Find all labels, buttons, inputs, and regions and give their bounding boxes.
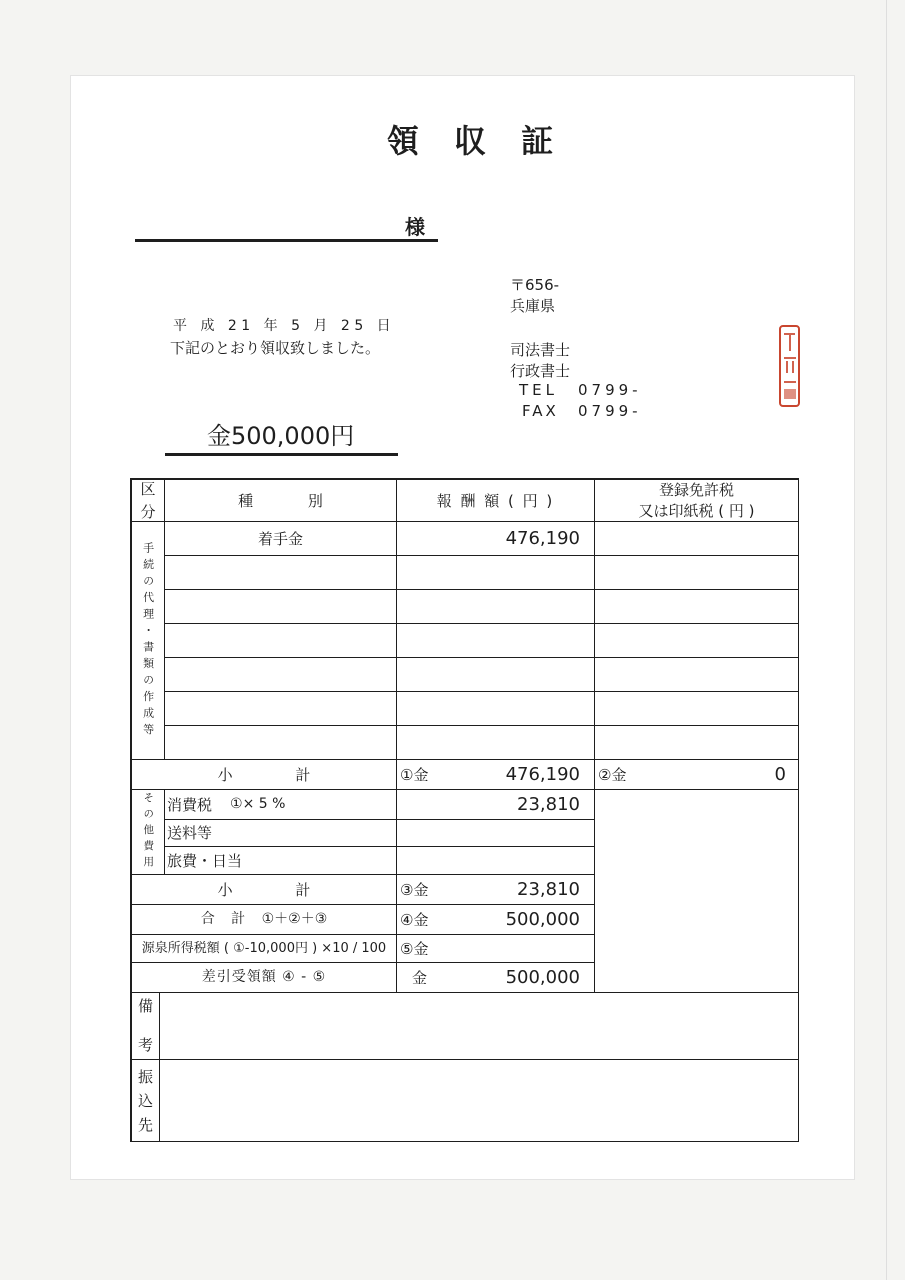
procedure-row-5-type-cell (165, 658, 397, 692)
other-row-1-type: 消費税 (167, 795, 213, 814)
issuer-tel-label: TEL (519, 381, 558, 399)
other-row-3-fee-cell (397, 847, 595, 875)
remarks-label-char-2: 考 (137, 1036, 153, 1054)
procedure-row-5-fee-cell (397, 658, 595, 692)
procedure-row-4-fee-cell (397, 624, 595, 658)
subtotal-1-label: 小 計 (217, 765, 311, 784)
seal-stroke (786, 361, 788, 373)
procedure-row-4-tax-cell (595, 624, 799, 658)
header-fee-label: 報 酬 額 ( 円 ) (436, 491, 555, 510)
total-fee-cell (397, 905, 595, 935)
subtotal-2-label: 小 計 (217, 880, 311, 899)
other-row-2-type-cell (165, 820, 397, 847)
received-amount: 金500,000円 (207, 422, 355, 450)
issuer-title-administrative-scrivener: 行政書士 (510, 362, 571, 380)
subtotal-1-fee-value: 476,190 (505, 763, 580, 785)
procedure-row-5-tax-cell (595, 658, 799, 692)
transfer-content-cell (160, 1060, 799, 1142)
header-type-cell (165, 480, 397, 522)
transfer-label-char-2: 込 (137, 1091, 153, 1110)
amount-underline (165, 453, 398, 456)
total-label-cell (132, 905, 397, 935)
subtotal-2-label-cell (132, 875, 397, 905)
header-category-char-2: 分 (140, 503, 156, 521)
issuer-tel-number: 0799- (578, 381, 642, 399)
remarks-content-cell (160, 993, 799, 1060)
issuer-postal-code: 〒656- (510, 276, 560, 294)
procedure-row-7-tax-cell (595, 726, 799, 760)
withholding-fee-cell (397, 935, 595, 963)
procedure-row-7-fee-cell (397, 726, 595, 760)
net-marker: 金 (412, 968, 428, 987)
procedure-row-1-fee: 476,190 (505, 527, 580, 549)
header-category-cell (132, 480, 165, 522)
procedure-row-2-tax-cell (595, 556, 799, 590)
addressee-honorific: 様 (405, 215, 425, 239)
net-label-cell (132, 963, 397, 993)
subtotal-1-tax-value: 0 (774, 763, 786, 785)
transfer-label-char-3: 先 (137, 1115, 153, 1134)
subtotal-1-fee-marker: ①金 (400, 765, 429, 784)
header-tax-label-line-1: 登録免許税 (658, 480, 734, 499)
subtotal-1-fee-cell (397, 760, 595, 790)
procedure-row-1-type-cell (165, 522, 397, 556)
remarks-label-char-1: 備 (137, 997, 153, 1015)
procedure-row-1-fee-cell (397, 522, 595, 556)
other-row-1-note: ①× 5 % (230, 796, 286, 813)
header-tax-label-line-2: 又は印紙税 ( 円 ) (638, 501, 755, 520)
scan-edge-line (886, 0, 887, 1280)
tax-blank-merged-cell (595, 790, 799, 993)
receipt-table (130, 478, 799, 1142)
header-category-char-1: 区 (140, 480, 156, 498)
net-label: 差引受領額 ④ - ⑤ (201, 969, 327, 986)
other-row-2-type: 送料等 (167, 824, 213, 842)
other-row-1-fee: 23,810 (517, 793, 580, 815)
procedure-row-3-tax-cell (595, 590, 799, 624)
procedure-row-3-type-cell (165, 590, 397, 624)
subtotal-2-marker: ③金 (400, 880, 429, 899)
procedure-section-label-cell (132, 522, 165, 760)
withholding-label: 源泉所得税額 ( ①-10,000円 ) ×10 / 100 (141, 940, 387, 956)
other-row-3-type: 旅費・日当 (167, 851, 243, 870)
subtotal-2-value: 23,810 (517, 878, 580, 900)
remarks-label-cell (132, 993, 160, 1060)
seal-stroke (784, 357, 796, 359)
withholding-label-cell (132, 935, 397, 963)
header-tax-cell (595, 480, 799, 522)
procedure-row-6-fee-cell (397, 692, 595, 726)
procedure-row-2-fee-cell (397, 556, 595, 590)
subtotal-2-fee-cell (397, 875, 595, 905)
issuer-fax-number: 0799- (578, 402, 642, 420)
procedure-row-1-type: 着手金 (257, 529, 303, 548)
header-type-label: 種 別 (238, 491, 323, 510)
procedure-row-4-type-cell (165, 624, 397, 658)
seal-stroke (789, 335, 791, 351)
seal-stroke (792, 361, 794, 373)
seal-stroke (784, 389, 796, 399)
other-section-label: その他費用 (142, 792, 155, 872)
receipt-date: 平 成 21 年 5 月 25 日 (173, 318, 396, 334)
issuer-title-judicial-scrivener: 司法書士 (510, 341, 571, 359)
procedure-section-label: 手続の代理・書類の作成等 (141, 541, 155, 740)
document-title: 領 収 証 (386, 122, 566, 160)
net-value: 500,000 (505, 966, 580, 988)
withholding-marker: ⑤金 (400, 939, 429, 958)
total-value: 500,000 (505, 908, 580, 930)
subtotal-1-label-cell (132, 760, 397, 790)
other-section-label-cell (132, 790, 165, 875)
transfer-label-cell (132, 1060, 160, 1142)
issuer-prefecture: 兵庫県 (510, 297, 556, 315)
receipt-statement: 下記のとおり領収致しました。 (170, 339, 381, 357)
procedure-row-3-fee-cell (397, 590, 595, 624)
total-label: 合 計 ①＋②＋③ (200, 911, 328, 928)
procedure-row-6-tax-cell (595, 692, 799, 726)
net-fee-cell (397, 963, 595, 993)
subtotal-1-tax-cell (595, 760, 799, 790)
seal-stamp (779, 325, 800, 407)
seal-stroke (784, 381, 796, 383)
procedure-row-2-type-cell (165, 556, 397, 590)
header-fee-cell (397, 480, 595, 522)
other-row-1-type-cell (165, 790, 397, 820)
other-row-3-type-cell (165, 847, 397, 875)
total-marker: ④金 (400, 910, 429, 929)
transfer-label-char-1: 振 (137, 1067, 153, 1086)
procedure-row-1-tax-cell (595, 522, 799, 556)
issuer-fax-label: FAX (522, 402, 559, 420)
other-row-1-fee-cell (397, 790, 595, 820)
addressee-underline (135, 239, 438, 242)
procedure-row-7-type-cell (165, 726, 397, 760)
other-row-2-fee-cell (397, 820, 595, 847)
procedure-row-6-type-cell (165, 692, 397, 726)
subtotal-1-tax-marker: ②金 (598, 765, 627, 784)
